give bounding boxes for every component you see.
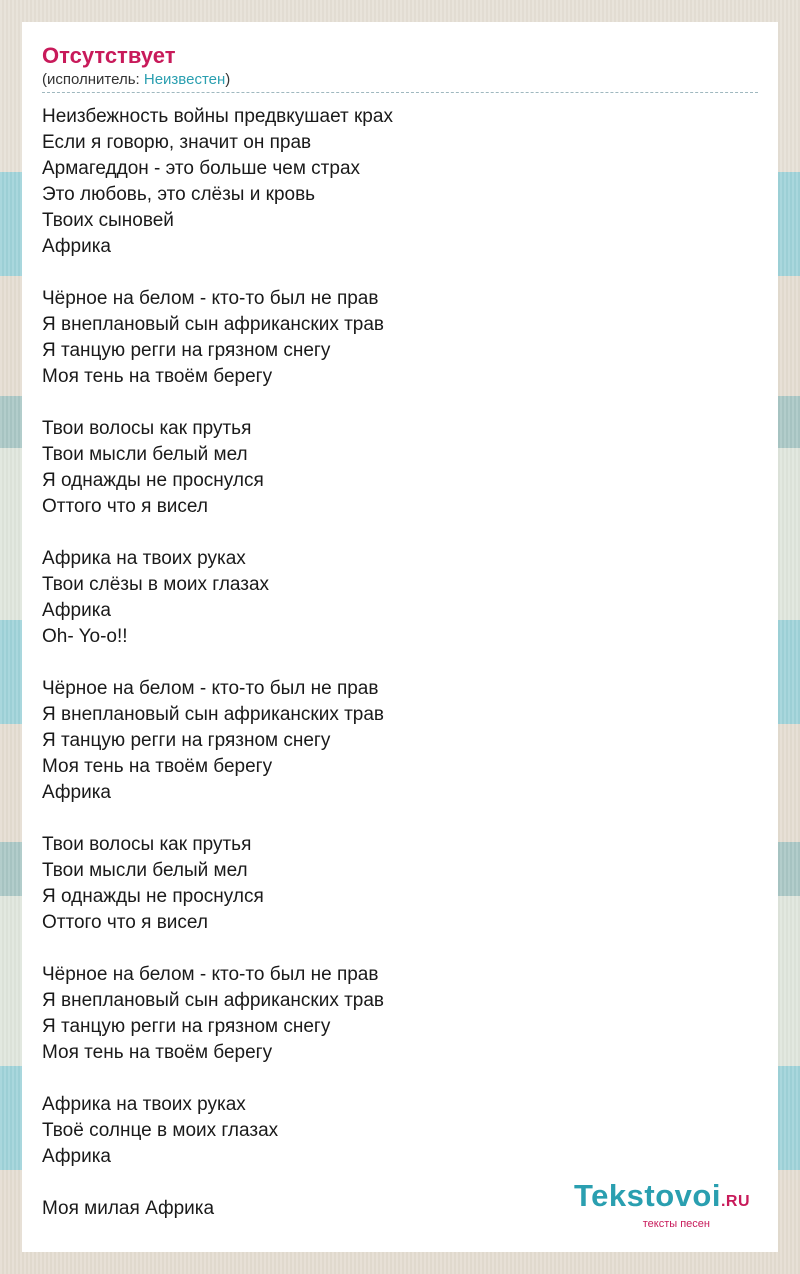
lyric-line: Я танцую регги на грязном снегу	[42, 340, 331, 361]
lyric-line: Я однажды не проснулся	[42, 886, 264, 907]
stanza-break	[42, 1066, 758, 1092]
lyric-line: Oh- Yo-o!!	[42, 626, 128, 647]
stanza-break	[42, 520, 758, 546]
lyric-line: Это любовь, это слёзы и кровь	[42, 184, 316, 205]
lyric-line: Твои волосы как прутья	[42, 418, 252, 439]
lyric-line: Я танцую регги на грязном снегу	[42, 730, 331, 751]
stanza-break	[42, 260, 758, 286]
artist-link[interactable]: Неизвестен	[143, 71, 226, 88]
lyric-line: Чёрное на белом - кто-то был не прав	[42, 964, 379, 985]
logo-main-text: Tekstovoi	[574, 1178, 721, 1213]
song-title: Отсутствует	[42, 43, 176, 68]
lyric-line: Армагеддон - это больше чем страх	[42, 158, 361, 179]
lyric-line: Чёрное на белом - кто-то был не прав	[42, 678, 379, 699]
lyric-line: Я танцую регги на грязном снегу	[42, 1016, 331, 1037]
stanza-break	[42, 650, 758, 676]
artist-line	[42, 70, 758, 93]
lyric-line: Неизбежность войны предвкушает крах	[42, 106, 393, 127]
lyrics-card	[22, 22, 778, 1252]
lyric-line: Я однажды не проснулся	[42, 470, 264, 491]
artist-prefix: (исполнитель:	[42, 71, 144, 88]
lyric-line: Чёрное на белом - кто-то был не прав	[42, 288, 379, 309]
lyric-line: Твои мысли белый мел	[42, 444, 248, 465]
lyric-line: Африка	[42, 782, 111, 803]
lyric-line: Если я говорю, значит он прав	[42, 132, 312, 153]
lyric-line: Оттого что я висел	[42, 912, 208, 933]
lyric-line: Африка на твоих руках	[42, 1094, 246, 1115]
lyric-line: Я внеплановый сын африканских трав	[42, 704, 385, 725]
stanza-break	[42, 936, 758, 962]
lyric-line: Оттого что я висел	[42, 496, 208, 517]
lyric-line: Твои волосы как прутья	[42, 834, 252, 855]
lyric-line: Африка	[42, 236, 111, 257]
logo-wordmark	[574, 1180, 750, 1218]
song-header	[42, 42, 758, 93]
artist-suffix: )	[225, 71, 231, 88]
lyric-line: Африка на твоих руках	[42, 548, 246, 569]
lyric-line: Твои мысли белый мел	[42, 860, 248, 881]
lyric-line: Моя тень на твоём берегу	[42, 366, 273, 387]
site-logo[interactable]	[574, 1180, 750, 1230]
lyric-line: Твоё солнце в моих глазах	[42, 1120, 279, 1141]
lyric-line: Моя тень на твоём берегу	[42, 1042, 273, 1063]
stanza-break	[42, 390, 758, 416]
lyric-line: Африка	[42, 1146, 111, 1167]
lyric-line: Африка	[42, 600, 111, 621]
lyric-line: Я внеплановый сын африканских трав	[42, 990, 385, 1011]
lyric-line: Твоих сыновей	[42, 210, 174, 231]
logo-tagline: тексты песен	[642, 1218, 710, 1230]
logo-suffix: .RU	[720, 1193, 750, 1210]
lyric-line: Моя тень на твоём берегу	[42, 756, 273, 777]
lyric-line: Я внеплановый сын африканских трав	[42, 314, 385, 335]
lyric-line: Моя милая Африка	[42, 1198, 215, 1219]
lyric-line: Твои слёзы в моих глазах	[42, 574, 270, 595]
stanza-break	[42, 806, 758, 832]
lyrics-text	[42, 104, 758, 1222]
